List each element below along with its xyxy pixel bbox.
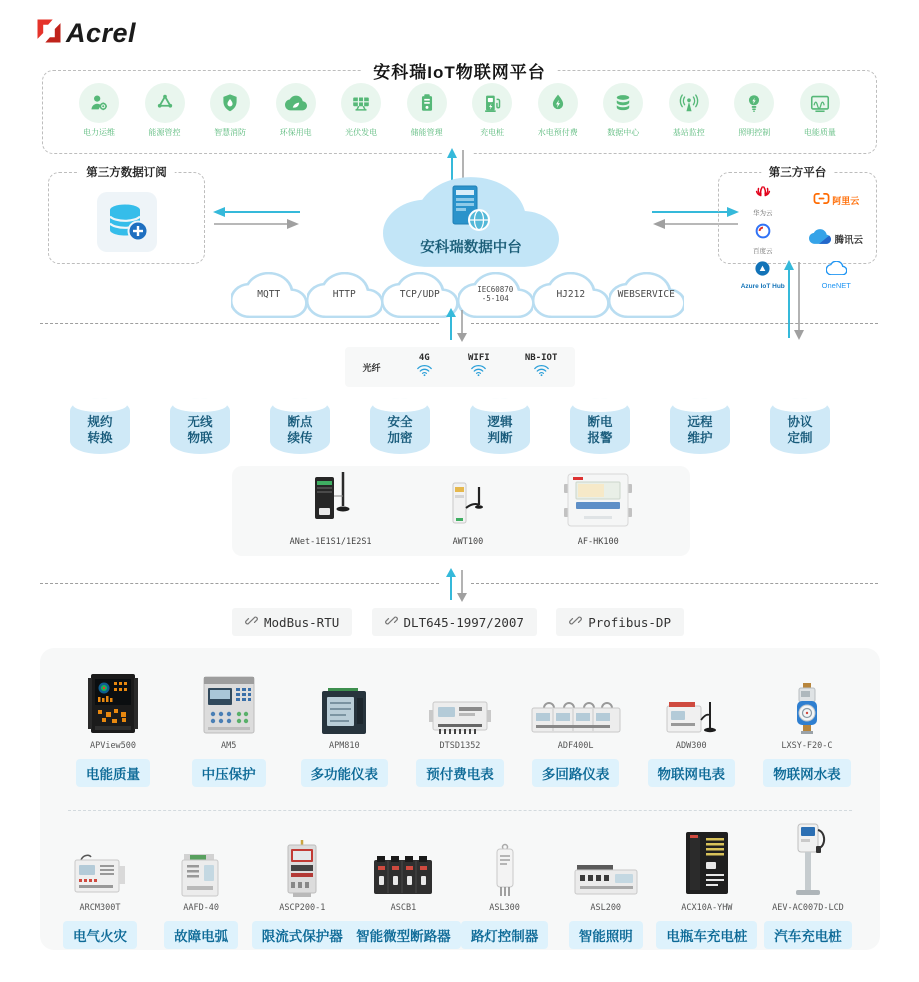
product-card xyxy=(752,660,862,787)
gateway-model: AWT100 xyxy=(452,537,484,547)
product-category-badge: 路灯控制器 xyxy=(461,921,549,949)
link-icon xyxy=(569,614,582,630)
network-item xyxy=(525,353,558,382)
product-model: DTSD1352 xyxy=(439,741,481,751)
product-model: ASCP200-1 xyxy=(279,903,326,913)
platform-app xyxy=(593,83,653,138)
product-card xyxy=(58,660,168,787)
product-category-badge: 多功能仪表 xyxy=(301,759,389,787)
product-category-badge: 电气火灾 xyxy=(63,921,137,949)
platform-box-title: 第三方平台 xyxy=(761,164,835,180)
left-exchange-arrows xyxy=(210,204,302,232)
cloud-platform-item xyxy=(753,222,773,255)
platform-app xyxy=(331,83,391,138)
product-model: AM5 xyxy=(220,741,237,751)
product-image xyxy=(281,818,323,898)
platform-app xyxy=(397,83,457,138)
cloud-platform-label: 华为云 xyxy=(753,210,773,217)
feature-cylinder-row xyxy=(70,398,830,454)
feature-cylinder xyxy=(170,398,230,454)
product-card xyxy=(636,660,746,787)
platform-app-label: 能源管控 xyxy=(148,128,181,137)
product-category-badge: 物联网电表 xyxy=(648,759,736,787)
product-card xyxy=(174,660,284,787)
product-category-badge: 汽车充电桩 xyxy=(764,921,852,949)
product-image xyxy=(665,660,717,736)
product-image xyxy=(429,660,491,736)
database-plus-icon xyxy=(97,192,157,252)
gateway-model: AF-HK100 xyxy=(577,537,619,547)
protocol-cloud xyxy=(231,272,307,318)
wifi-icon xyxy=(533,363,550,382)
cloud-platform-item xyxy=(813,190,859,212)
product-model: ASL200 xyxy=(590,903,622,913)
product-card xyxy=(659,818,755,949)
bus-protocol-label: DLT645-1997/2007 xyxy=(403,614,524,630)
divider-exchange-arrows xyxy=(441,306,471,344)
product-category-badge: 多回路仪表 xyxy=(532,759,620,787)
energy-control-icon xyxy=(145,83,185,123)
platform-app-label: 智慧消防 xyxy=(214,128,247,137)
divider-line xyxy=(471,323,878,324)
product-model: LXSY-F20-C xyxy=(781,741,833,751)
feature-cylinder xyxy=(770,398,830,454)
cloud-platform-item xyxy=(741,260,785,290)
product-image xyxy=(180,818,222,898)
product-image xyxy=(788,818,828,898)
protocol-cloud-label: MQTT xyxy=(257,289,281,300)
power-quality-icon xyxy=(800,83,840,123)
protocol-cloud-label: IEC60870 -5-104 xyxy=(477,285,514,303)
gateway-device xyxy=(451,478,485,547)
network-bar xyxy=(345,347,575,387)
platform-app xyxy=(462,83,522,138)
product-model: ACX10A-YHW xyxy=(681,903,733,913)
power-ops-icon xyxy=(79,83,119,123)
network-label: 4G xyxy=(418,352,430,363)
product-model: AEV-AC007D-LCD xyxy=(772,903,844,913)
pv-icon xyxy=(341,83,381,123)
onenet-icon xyxy=(826,261,847,280)
product-card xyxy=(558,818,654,949)
wifi-icon xyxy=(470,363,487,382)
protocol-cloud-label: WEBSERVICE xyxy=(617,289,675,300)
wifi-icon xyxy=(416,363,433,382)
right-vertical-exchange-arrows xyxy=(780,258,808,342)
data-hub-cloud xyxy=(383,176,559,268)
data-hub-label: 安科瑞数据中台 xyxy=(420,240,522,256)
platform-app-label: 水电预付费 xyxy=(537,128,578,137)
feature-label: 断点 续传 xyxy=(287,415,313,445)
platform-app xyxy=(135,83,195,138)
platform-app xyxy=(528,83,588,138)
product-card xyxy=(521,660,631,787)
product-category-badge: 智能照明 xyxy=(569,921,643,949)
product-image xyxy=(86,660,140,736)
cloud-platform-label: Azure IoT Hub xyxy=(740,283,785,290)
platform-app-label: 充电桩 xyxy=(480,128,505,137)
network-label: 光纤 xyxy=(362,363,381,374)
product-category-badge: 物联网水表 xyxy=(763,759,851,787)
product-row-1 xyxy=(58,660,862,787)
product-image xyxy=(73,818,127,898)
product-card xyxy=(457,818,553,949)
protocol-cloud-label: TCP/UDP xyxy=(399,289,440,300)
product-image xyxy=(490,818,520,898)
product-card xyxy=(254,818,350,949)
network-label: WIFI xyxy=(467,352,490,363)
platform-app-label: 环保用电 xyxy=(279,128,312,137)
feature-label: 逻辑 判断 xyxy=(487,415,513,445)
product-model: APView500 xyxy=(89,741,137,751)
platform-title: 安科瑞IoT物联网平台 xyxy=(361,58,558,83)
product-image xyxy=(201,660,257,736)
cloud-platform-label: 腾讯云 xyxy=(834,234,863,246)
subscription-box-title: 第三方数据订阅 xyxy=(78,164,175,180)
product-model: AAFD-40 xyxy=(183,903,220,913)
bus-protocol-chip xyxy=(232,608,352,636)
platform-app-label: 电能质量 xyxy=(803,128,836,137)
feature-label: 断电 报警 xyxy=(587,415,613,445)
huawei-cloud-icon xyxy=(754,184,772,207)
platform-app-label: 储能管理 xyxy=(410,128,443,137)
feature-cylinder xyxy=(570,398,630,454)
product-card xyxy=(405,660,515,787)
bus-protocol-chip xyxy=(556,608,684,636)
product-category-badge: 故障电弧 xyxy=(164,921,238,949)
feature-label: 无线 物联 xyxy=(187,415,213,445)
platform-app-label: 光伏发电 xyxy=(345,128,378,137)
product-category-badge: 限流式保护器 xyxy=(252,921,353,949)
gateway-model: ANet-1E1S1/1E2S1 xyxy=(289,537,372,547)
link-icon xyxy=(385,614,398,630)
tencent-cloud-icon xyxy=(809,229,831,249)
divider-line xyxy=(40,583,439,584)
cloud-platform-label: OneNET xyxy=(821,280,851,290)
feature-label: 安全 加密 xyxy=(387,415,413,445)
product-category-badge: 中压保护 xyxy=(192,759,266,787)
protocol-cloud xyxy=(533,272,609,318)
smart-fire-icon xyxy=(210,83,250,123)
platform-app-label: 基站监控 xyxy=(672,128,705,137)
product-model: APM810 xyxy=(328,741,360,751)
cloud-platform-item xyxy=(822,261,851,290)
cloud-platform-item xyxy=(809,229,863,249)
water-prepaid-icon xyxy=(538,83,578,123)
protocol-cloud-label: HTTP xyxy=(332,289,356,300)
feature-cylinder xyxy=(370,398,430,454)
platform-app-label: 数据中心 xyxy=(607,128,640,137)
product-row-divider xyxy=(68,810,852,811)
gateway-device-image xyxy=(564,472,632,533)
alibaba-cloud-icon xyxy=(813,190,830,212)
cloud-platform-item xyxy=(753,184,773,217)
product-model: ARCM300T xyxy=(79,903,121,913)
product-image xyxy=(573,818,639,898)
product-image xyxy=(791,660,823,736)
protocol-cloud xyxy=(609,272,685,318)
protocol-cloud xyxy=(307,272,383,318)
product-card xyxy=(153,818,249,949)
product-category-badge: 智能微型断路器 xyxy=(346,921,461,949)
cloud-platform-label: 百度云 xyxy=(753,248,773,255)
product-image xyxy=(682,818,732,898)
iot-platform-box xyxy=(42,63,877,154)
feature-cylinder xyxy=(270,398,330,454)
feature-label: 协议 定制 xyxy=(787,415,813,445)
bus-protocol-label: ModBus-RTU xyxy=(264,614,340,630)
product-category-badge: 预付费电表 xyxy=(416,759,504,787)
gateway-device-image xyxy=(451,478,485,533)
feature-label: 远程 维护 xyxy=(687,415,713,445)
divider-line xyxy=(471,583,878,584)
eco-power-icon xyxy=(276,83,316,123)
platform-app xyxy=(69,83,129,138)
product-model: ADW300 xyxy=(675,741,707,751)
product-model: ASCB1 xyxy=(390,903,417,913)
platform-app-row xyxy=(69,83,850,138)
bus-protocol-row xyxy=(232,608,684,636)
acrel-logo-text: Acrel xyxy=(66,18,137,48)
product-card xyxy=(289,660,399,787)
platform-app-label: 电力运维 xyxy=(83,128,115,137)
third-party-subscription-box xyxy=(48,167,205,264)
ev-charger-icon xyxy=(472,83,512,123)
product-category-badge: 电瓶车充电桩 xyxy=(656,921,757,949)
feature-label: 规约 转换 xyxy=(87,415,113,445)
azure-iot-hub-icon xyxy=(754,260,771,282)
bus-protocol-label: Profibus-DP xyxy=(588,614,671,630)
network-item xyxy=(363,361,381,374)
gateway-device-image xyxy=(312,470,350,533)
platform-app xyxy=(724,83,784,138)
base-station-icon xyxy=(669,83,709,123)
platform-app-label: 照明控制 xyxy=(738,128,771,137)
product-image xyxy=(530,660,622,736)
network-item xyxy=(468,353,490,382)
cloud-server-icon xyxy=(447,184,493,239)
product-model: ADF400L xyxy=(557,741,594,751)
platform-app xyxy=(790,83,850,138)
product-card xyxy=(760,818,856,949)
platform-app xyxy=(200,83,260,138)
product-image xyxy=(372,818,434,898)
energy-storage-icon xyxy=(407,83,447,123)
gateway-device xyxy=(290,470,372,547)
lighting-icon xyxy=(734,83,774,123)
product-row-2 xyxy=(52,818,856,949)
link-icon xyxy=(245,614,258,630)
baidu-cloud-icon xyxy=(754,222,772,245)
feature-cylinder xyxy=(470,398,530,454)
gateway-device xyxy=(564,472,632,547)
feature-cylinder xyxy=(70,398,130,454)
gateway-device-box xyxy=(232,466,690,556)
third-party-platform-box xyxy=(718,167,877,290)
platform-app xyxy=(659,83,719,138)
product-category-badge: 电能质量 xyxy=(76,759,150,787)
protocol-cloud-label: HJ212 xyxy=(556,289,586,300)
product-model: ASL300 xyxy=(489,903,520,913)
bus-protocol-chip xyxy=(372,608,537,636)
network-label: NB-IOT xyxy=(524,352,558,363)
product-panel xyxy=(40,648,880,950)
product-card xyxy=(52,818,148,949)
cloud-platform-label: 阿里云 xyxy=(832,196,860,206)
divider-line xyxy=(40,323,439,324)
divider-exchange-arrows xyxy=(441,566,471,604)
feature-cylinder xyxy=(670,398,730,454)
product-card xyxy=(355,818,451,949)
network-item xyxy=(416,353,433,382)
acrel-logo-icon xyxy=(36,18,62,49)
data-center-icon xyxy=(603,83,643,123)
acrel-logo xyxy=(36,18,136,49)
product-image xyxy=(320,660,368,736)
platform-app xyxy=(266,83,326,138)
